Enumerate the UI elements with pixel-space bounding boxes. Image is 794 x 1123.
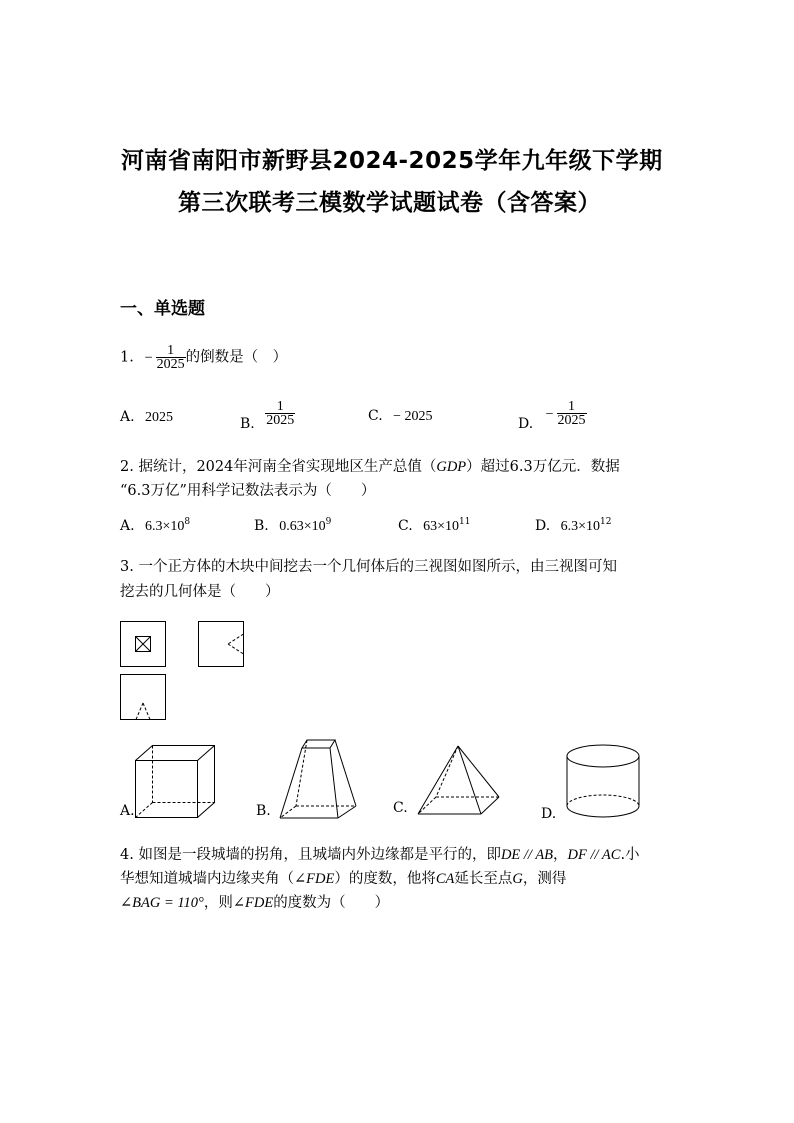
question-4-line3 xyxy=(120,891,389,912)
option-text: 2025 xyxy=(145,410,174,425)
q3-option-d: D. xyxy=(541,806,557,822)
option-base: 6.3×10 xyxy=(145,519,185,534)
q4-relation-1: DE // AB xyxy=(500,847,554,863)
frustum-shape xyxy=(280,740,356,818)
option-label: A. xyxy=(120,518,135,534)
option-label: D. xyxy=(535,518,551,534)
question-4-line1 xyxy=(120,843,640,864)
doc-title-line1: 河南省南阳市新野县2024-2025学年九年级下学期 xyxy=(121,148,663,174)
q1-number: 1. xyxy=(120,349,134,366)
q3-option-b: B. xyxy=(256,803,271,819)
question-3-line2: 挖去的几何体是（ ） xyxy=(120,584,280,600)
q4-text-a: 4. 如图是一段城墙的拐角，且城墙内外边缘都是平行的，即 xyxy=(120,847,501,863)
q4-separator: ， xyxy=(553,847,568,863)
q4-text-c: 华想知道城墙内边缘夹角（ xyxy=(120,871,294,887)
q1-d-numerator: 1 xyxy=(568,399,576,414)
q1-numerator: 1 xyxy=(167,343,175,358)
q4-angle-fde: ∠FDE xyxy=(294,871,335,887)
q1-d-neg: − xyxy=(545,406,554,422)
q4-text-h: 的度数为（ ） xyxy=(273,895,390,911)
option-exponent: 8 xyxy=(184,517,191,527)
q2-text-a: 2. 据统计，2024年河南全省实现地区生产总值（ xyxy=(120,459,437,475)
q2-gdp: GDP xyxy=(436,459,467,475)
q2-text-b: ）超过6.3万亿元．数据 xyxy=(466,459,620,475)
q4-text-g: ，则 xyxy=(203,895,233,911)
q4-angle-fde-2: ∠FDE xyxy=(232,895,274,911)
option-label: B. xyxy=(240,415,255,432)
option-label: C. xyxy=(368,408,383,424)
q1-text: 的倒数是（ ） xyxy=(185,349,288,366)
q3-option-c: C. xyxy=(393,800,408,816)
option-base: 63×10 xyxy=(423,519,460,534)
option-exponent: 11 xyxy=(459,517,471,527)
option-label: C. xyxy=(398,518,413,534)
q4-segment-ca: CA xyxy=(435,871,455,887)
pyramid-shape xyxy=(418,746,499,814)
option-text: − 2025 xyxy=(393,409,433,424)
cylinder-shape xyxy=(567,745,639,817)
q4-angle-bag: ∠BAG = 110° xyxy=(120,895,204,911)
q1-b-denominator: 2025 xyxy=(266,413,295,428)
q4-text-d: ）的度数，他将 xyxy=(334,871,436,887)
question-3-line1: 3. 一个正方体的木块中间挖去一个几何体后的三视图如图所示，由三视图可知 xyxy=(120,559,617,575)
q4-text-e: 延长至点 xyxy=(454,871,513,887)
section-heading: 一、单选题 xyxy=(120,299,205,319)
option-label: D. xyxy=(518,415,534,432)
option-exponent: 12 xyxy=(600,517,612,527)
option-exponent: 9 xyxy=(325,517,332,527)
option-base: 0.63×10 xyxy=(279,519,326,534)
option-label: A. xyxy=(120,409,135,425)
q1-denominator: 2025 xyxy=(156,357,185,372)
option-base: 6.3×10 xyxy=(560,519,601,534)
question-2-line2: “6.3万亿”用科学记数法表示为（ ） xyxy=(120,483,376,499)
q1-b-numerator: 1 xyxy=(276,399,284,414)
question-4-line2 xyxy=(120,867,566,888)
q4-relation-2: DF // AC xyxy=(567,847,621,863)
option-label: B. xyxy=(254,518,269,534)
q3-option-a: A. xyxy=(120,803,135,819)
doc-title-line2: 第三次联考三模数学试题试卷（含答案） xyxy=(178,190,601,216)
q1-neg-sign: − xyxy=(144,349,153,366)
cube-shape xyxy=(136,746,215,818)
q4-text-b: .小 xyxy=(620,847,640,863)
q4-point-g: G xyxy=(512,871,523,887)
q4-text-f: ，测得 xyxy=(522,871,567,887)
q1-d-denominator: 2025 xyxy=(557,413,586,428)
